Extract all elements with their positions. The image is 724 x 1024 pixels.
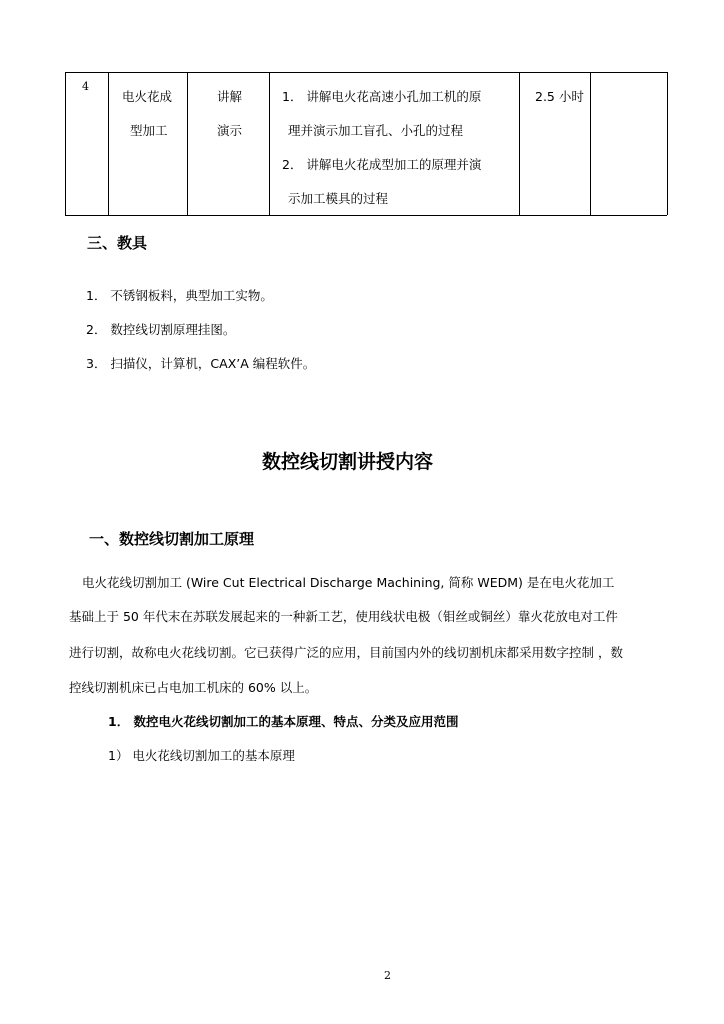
table-top-border [65,72,667,73]
paragraph-line: 电火花线切割加工 (Wire Cut Electrical Discharge Machining, 简称 WEDM) 是在电火花加工 [82,575,615,590]
section3-item: 3． 扫描仪，计算机，CAX’A 编程软件。 [86,356,316,371]
table-vline [590,72,591,215]
hours-cell: 2.5 小时 [535,89,584,104]
part1-heading: 一、数控线切割加工原理 [89,530,255,548]
topic-line-2: 型加工 [130,123,168,138]
table-vline [187,72,188,215]
method-line-1: 讲解 [217,89,243,104]
content-line-1: 1． 讲解电火花高速小孔加工机的原 [282,89,482,104]
section3-item: 2． 数控线切割原理挂图。 [86,322,236,337]
table-vline [519,72,520,215]
topic-line-1: 电火花成 [122,89,173,104]
content-line-3: 2． 讲解电火花成型加工的原理并演 [282,157,482,172]
table-vline [65,72,66,215]
section3-heading: 三、教具 [87,234,148,252]
table-vline [667,72,668,215]
row-index: 4 [82,80,89,93]
page-number: 2 [384,969,391,982]
paragraph-line: 基础上于 50 年代末在苏联发展起来的一种新工艺，使用线状电极（钼丝或铜丝）靠火花放电对工件 [69,609,618,624]
table-bottom-border [65,215,667,216]
subheading: 1． 数控电火花线切割加工的基本原理、特点、分类及应用范围 [108,714,459,729]
content-line-4: 示加工模具的过程 [288,191,389,206]
section3-item: 1． 不锈钢板料，典型加工实物。 [86,288,273,303]
table-vline [269,72,270,215]
table-vline [108,72,109,215]
content-line-2: 理并演示加工盲孔、小孔的过程 [288,123,464,138]
paragraph-line: 控线切割机床已占电加工机床的 60% 以上。 [69,680,318,695]
paragraph-line: 进行切割，故称电火花线切割。它已获得广泛的应用，目前国内外的线切割机床都采用数字控制 ，数 [69,645,623,660]
page-title: 数控线切割讲授内容 [262,451,434,473]
subsubheading: 1） 电火花线切割加工的基本原理 [108,748,295,763]
method-line-2: 演示 [217,123,243,138]
